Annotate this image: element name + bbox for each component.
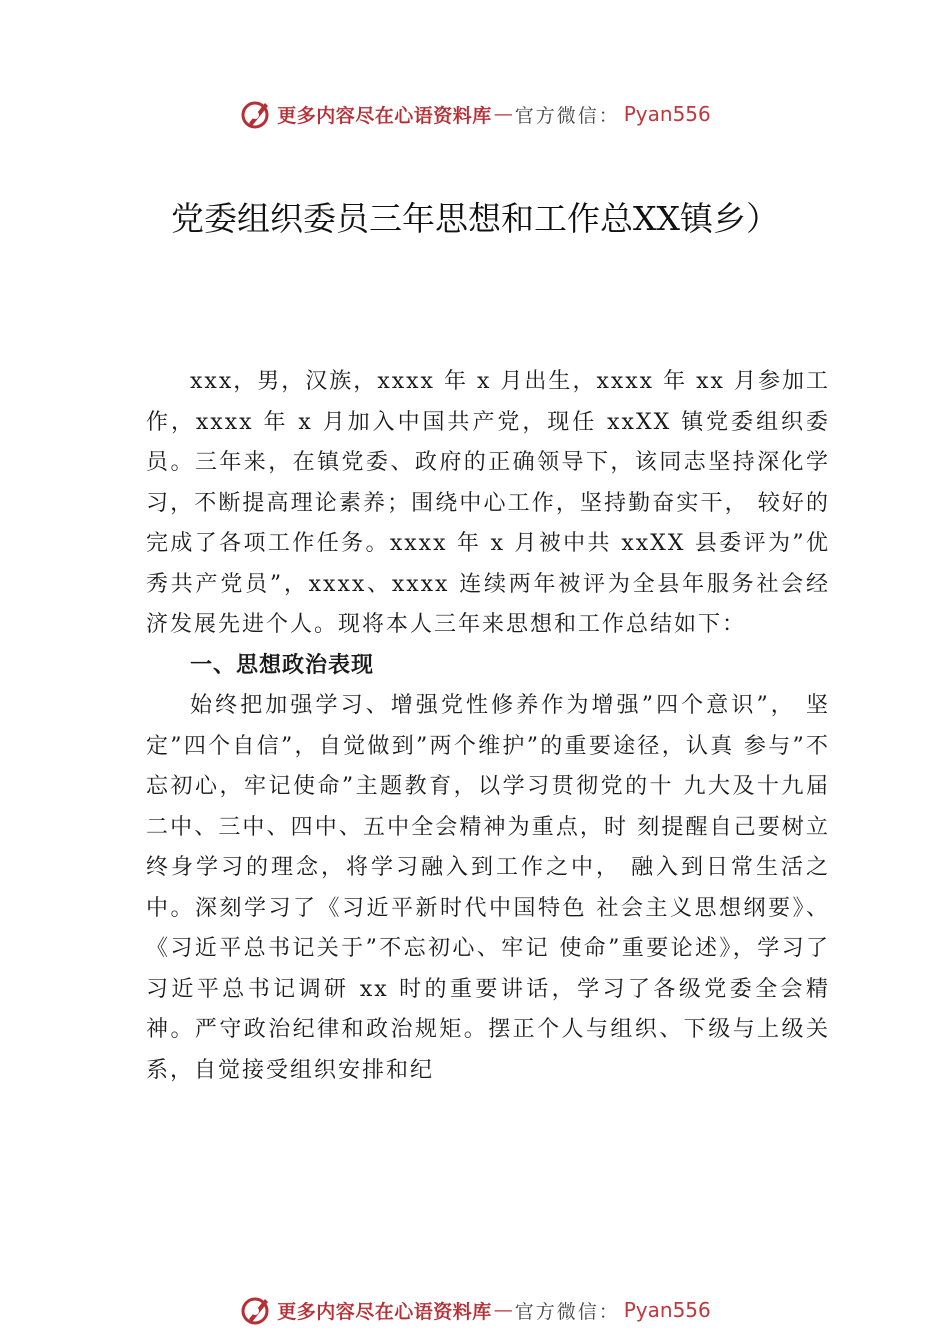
section-heading: 一、思想政治表现 — [190, 652, 375, 678]
watermark-text: 更多内容尽在心语资料库 — [277, 1300, 492, 1323]
pen-logo-icon — [239, 97, 273, 131]
watermark-text: 更多内容尽在心语资料库 — [277, 104, 492, 127]
watermark-dash: — — [493, 103, 513, 125]
intro-paragraph: xxx，男，汉族，xxxx 年 x 月出生，xxxx 年 xx 月参加工作，xxxx 年 x 月加入中国共产党，现任 xxXX 镇党委组织委员。三年来，在镇党委、政府的正确领导下，该同志坚持深化学习，不断提高理论素养；围绕中心工作，坚持勤奋实干， 较好的完成了各项工作任务。xxxx 年 x 月被中共 xxXX 县委评为”优秀共产党员”，xxxx、xxxx 连续两年被评为全县年服务社会经济发展先进个人。现将本人三年来思想和工作总结如下： — [146, 369, 830, 637]
watermark-wechat-id: Pyan556 — [623, 102, 711, 126]
watermark-wechat-label: 官方微信： — [514, 104, 620, 127]
watermark-wechat-label: 官方微信： — [514, 1300, 620, 1323]
watermark-wechat-id: Pyan556 — [623, 1298, 711, 1322]
document-body — [146, 362, 830, 1091]
pen-logo-icon — [239, 1293, 273, 1327]
watermark-banner-bottom — [0, 1290, 950, 1330]
watermark-banner-top — [0, 94, 950, 134]
section-paragraph: 始终把加强学习、增强党性修养作为增强”四个意识”， 坚定”四个自信”，自觉做到”两个维护”的重要途径，认真 参与”不忘初心，牢记使命”主题教育，以学习贯彻党的十 九大及十九届二中、三中、四中、五中全会精神为重点，时 刻提醒自己要树立终身学习的理念，将学习融入到工作之中， 融入到日常生活之中。深刻学习了《习近平新时代中国特色 社会主义思想纲要》、《习近平总书记关于”不忘初心、牢记 使命”重要论述》，学习了习近平总书记调研 xx 时的重要讲话，学习了各级党委全会精神。严守政治纪律和政治规矩。摆正个人与组织、下级与上级关系，自觉接受组织安排和纪 — [146, 693, 830, 1083]
document-title: 党委组织委员三年思想和工作总XX镇乡） — [171, 199, 779, 238]
watermark-dash: — — [493, 1299, 513, 1321]
